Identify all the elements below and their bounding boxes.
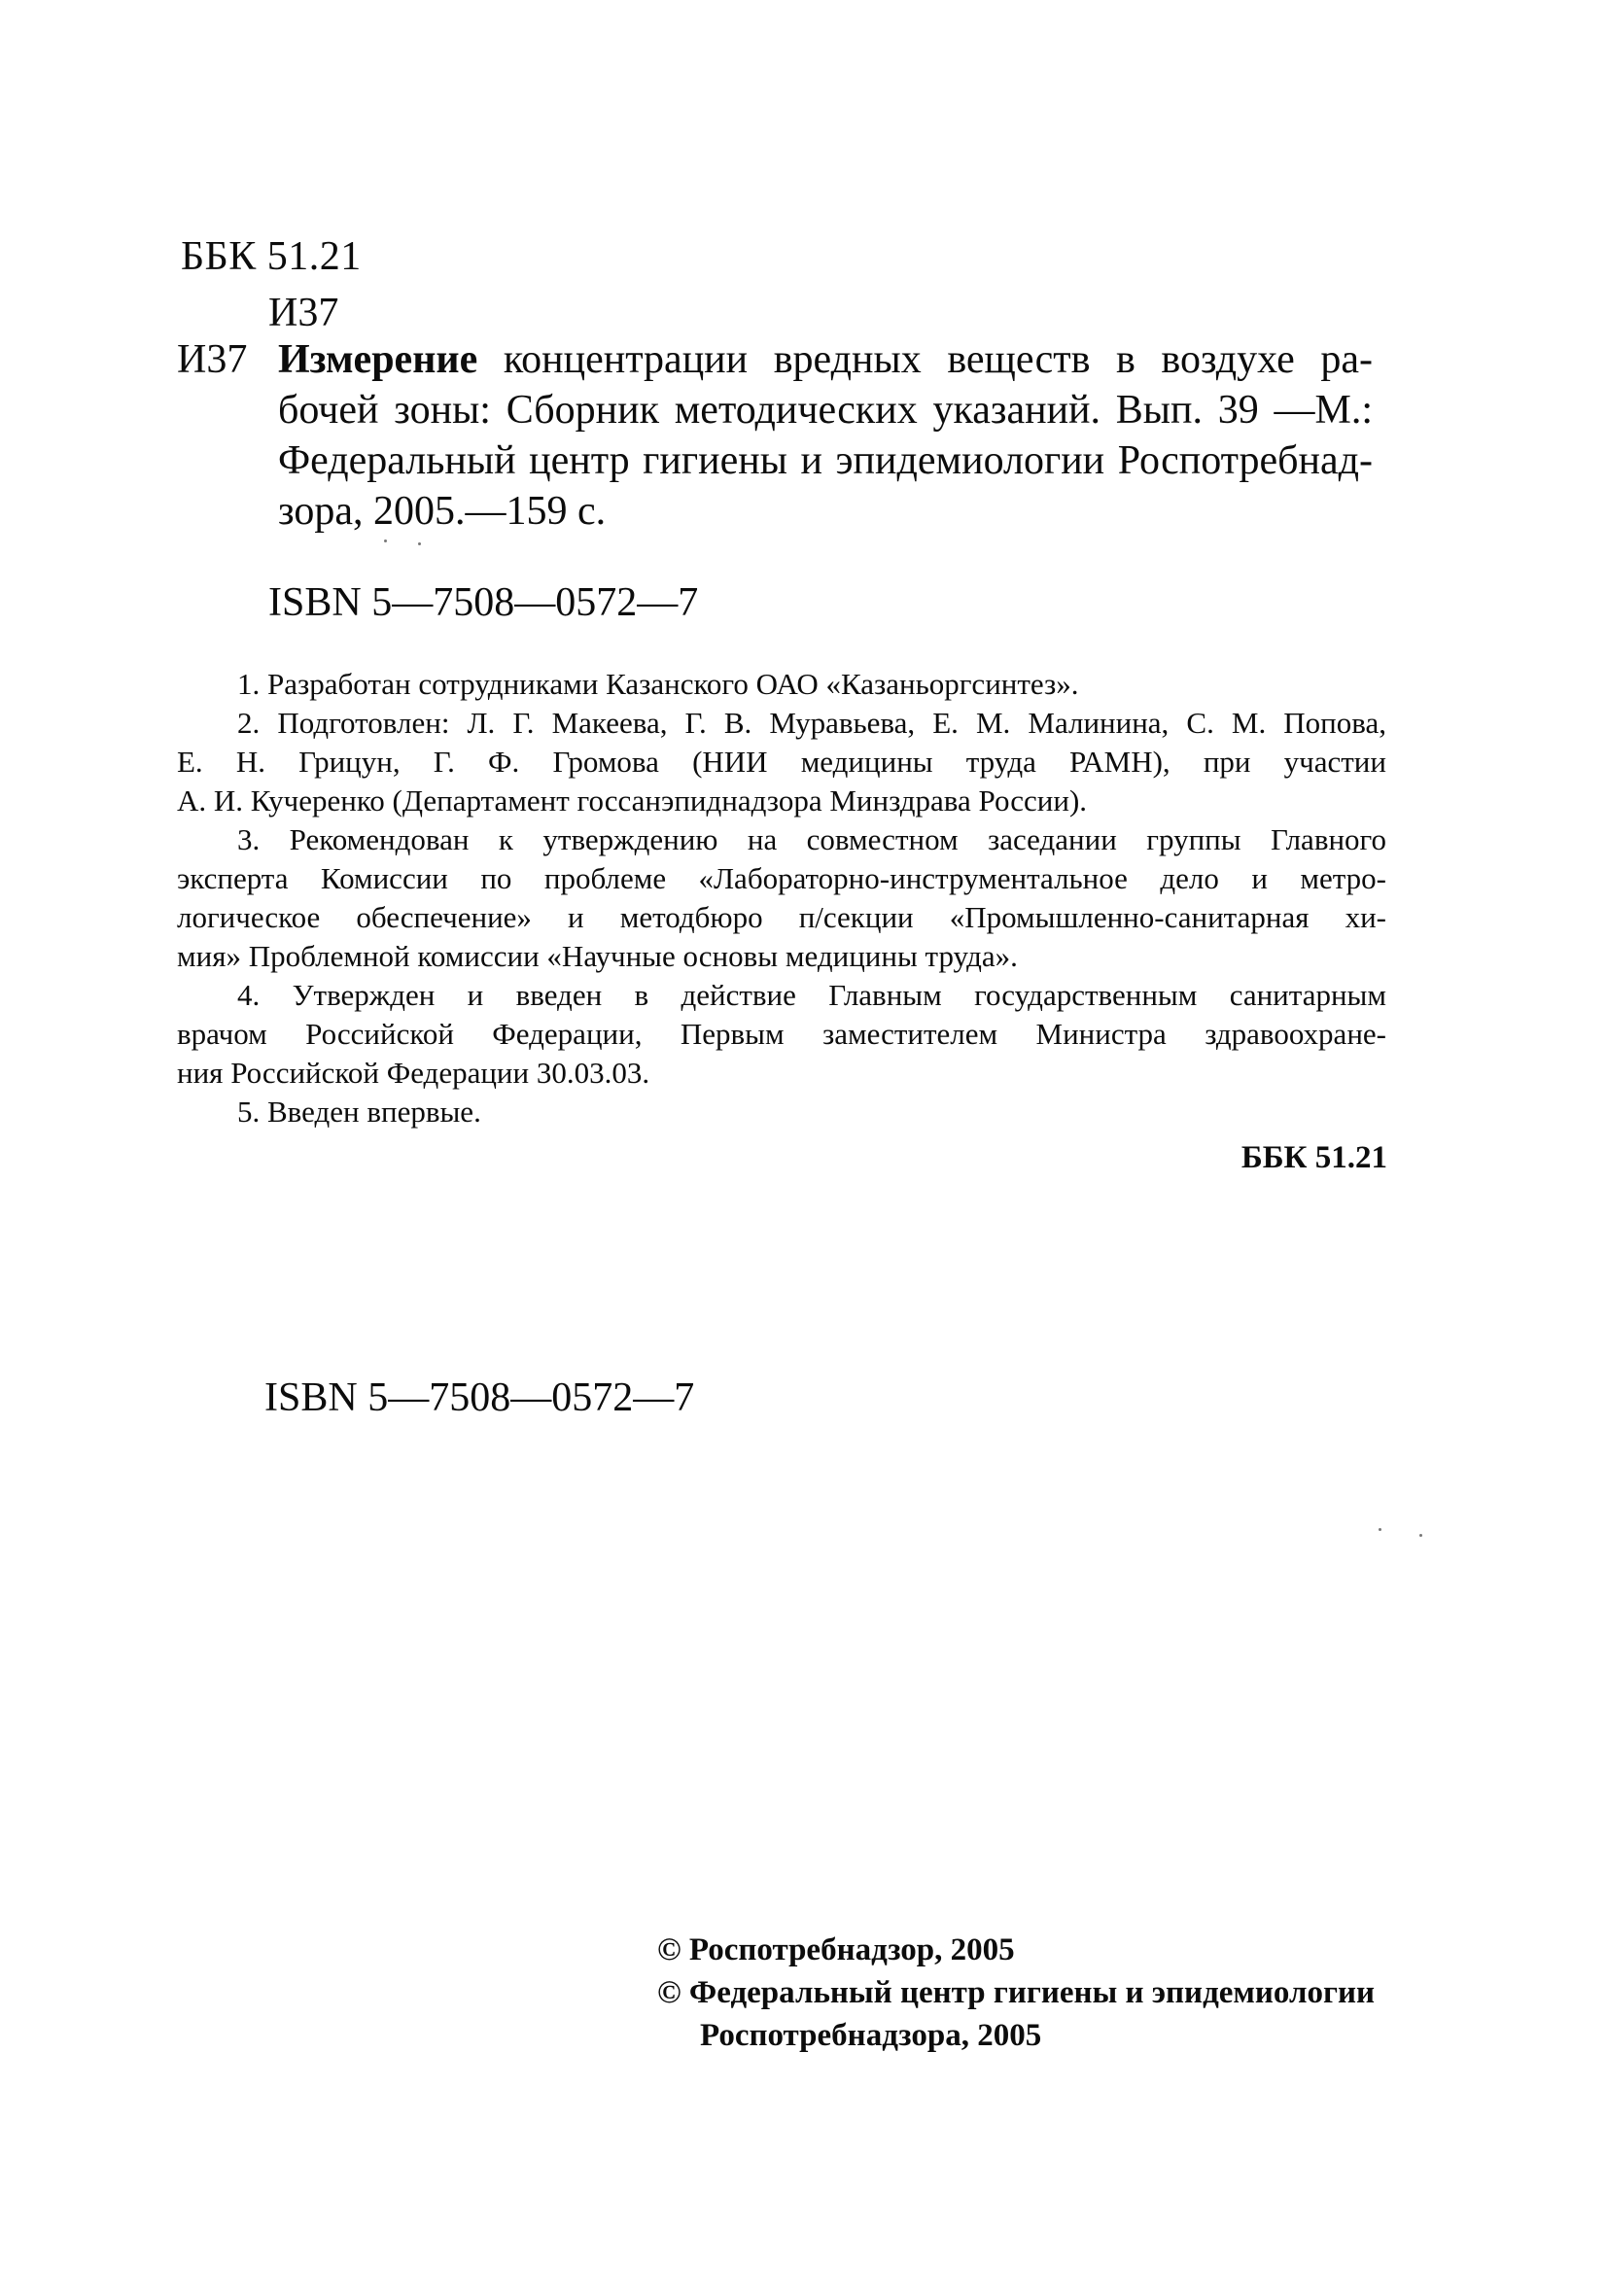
scan-speck	[418, 542, 421, 545]
entry-line-1	[278, 334, 1373, 385]
note-2	[177, 704, 1386, 820]
note-3-line-1: 3. Рекомендован к утверждению на совместном заседании группы Главного	[237, 822, 1386, 856]
note-3-line-2: эксперта Комиссии по проблеме «Лабораторно-инструментальное дело и метро-	[177, 861, 1386, 895]
note-4	[177, 976, 1386, 1093]
copyright-block	[657, 1929, 1375, 2057]
scan-speck	[384, 539, 387, 542]
entry-line-3: Федеральный центр гигиены и эпидемиологии Роспотребнад-	[278, 438, 1373, 483]
note-2-line-2: Е. Н. Грицун, Г. Ф. Громова (НИИ медицины труда РАМН), при участии	[177, 745, 1386, 779]
note-4-line-3: ния Российской Федерации 30.03.03.	[177, 1056, 650, 1090]
entry-description	[278, 334, 1373, 537]
note-1	[237, 665, 1386, 704]
note-3	[177, 820, 1386, 976]
bbk-code: ББК 51.21	[181, 234, 362, 279]
entry-line-4: зора, 2005.—159 с.	[278, 489, 607, 534]
entry-author-mark: И37	[177, 337, 248, 382]
entry-line-2: бочей зоны: Сборник методических указаний. Вып. 39 —М.:	[278, 388, 1373, 433]
copyright-line-2: © Федеральный центр гигиены и эпидемиологии	[657, 1975, 1375, 2010]
note-3-line-4: мия» Проблемной комиссии «Научные основы медицины труда».	[177, 939, 1018, 973]
scan-speck	[1379, 1528, 1381, 1531]
copyright-line-3: Роспотребнадзора, 2005	[700, 2018, 1042, 2053]
note-4-line-1: 4. Утвержден и введен в действие Главным государственным санитарным	[237, 978, 1386, 1012]
entry-line-1-text: концентрации вредных веществ в воздухе ра-	[477, 337, 1373, 382]
isbn-top: ISBN 5—7508—0572—7	[268, 580, 699, 625]
note-1-line-1: 1. Разработан сотрудниками Казанского ОАО «Казаньоргсинтез».	[237, 667, 1079, 701]
note-5	[237, 1093, 1386, 1131]
note-5-line-1: 5. Введен впервые.	[237, 1095, 481, 1129]
scan-speck	[1419, 1534, 1422, 1537]
author-mark: И37	[268, 291, 339, 335]
copyright-line-1: © Роспотребнадзор, 2005	[657, 1932, 1015, 1967]
note-2-line-1: 2. Подготовлен: Л. Г. Макеева, Г. В. Муравьева, Е. М. Малинина, С. М. Попова,	[237, 706, 1386, 740]
isbn-bottom: ISBN 5—7508—0572—7	[264, 1375, 695, 1420]
publication-notes	[177, 665, 1386, 1131]
bbk-code-right: ББК 51.21	[1240, 1140, 1387, 1175]
entry-title-bold: Измерение	[278, 337, 478, 382]
note-3-line-3: логическое обеспечение» и методбюро п/секции «Промышленно-санитарная хи-	[177, 900, 1386, 934]
note-4-line-2: врачом Российской Федерации, Первым заместителем Министра здравоохране-	[177, 1017, 1386, 1051]
note-2-line-3: А. И. Кучеренко (Департамент госсанэпиднадзора Минздрава России).	[177, 783, 1088, 818]
